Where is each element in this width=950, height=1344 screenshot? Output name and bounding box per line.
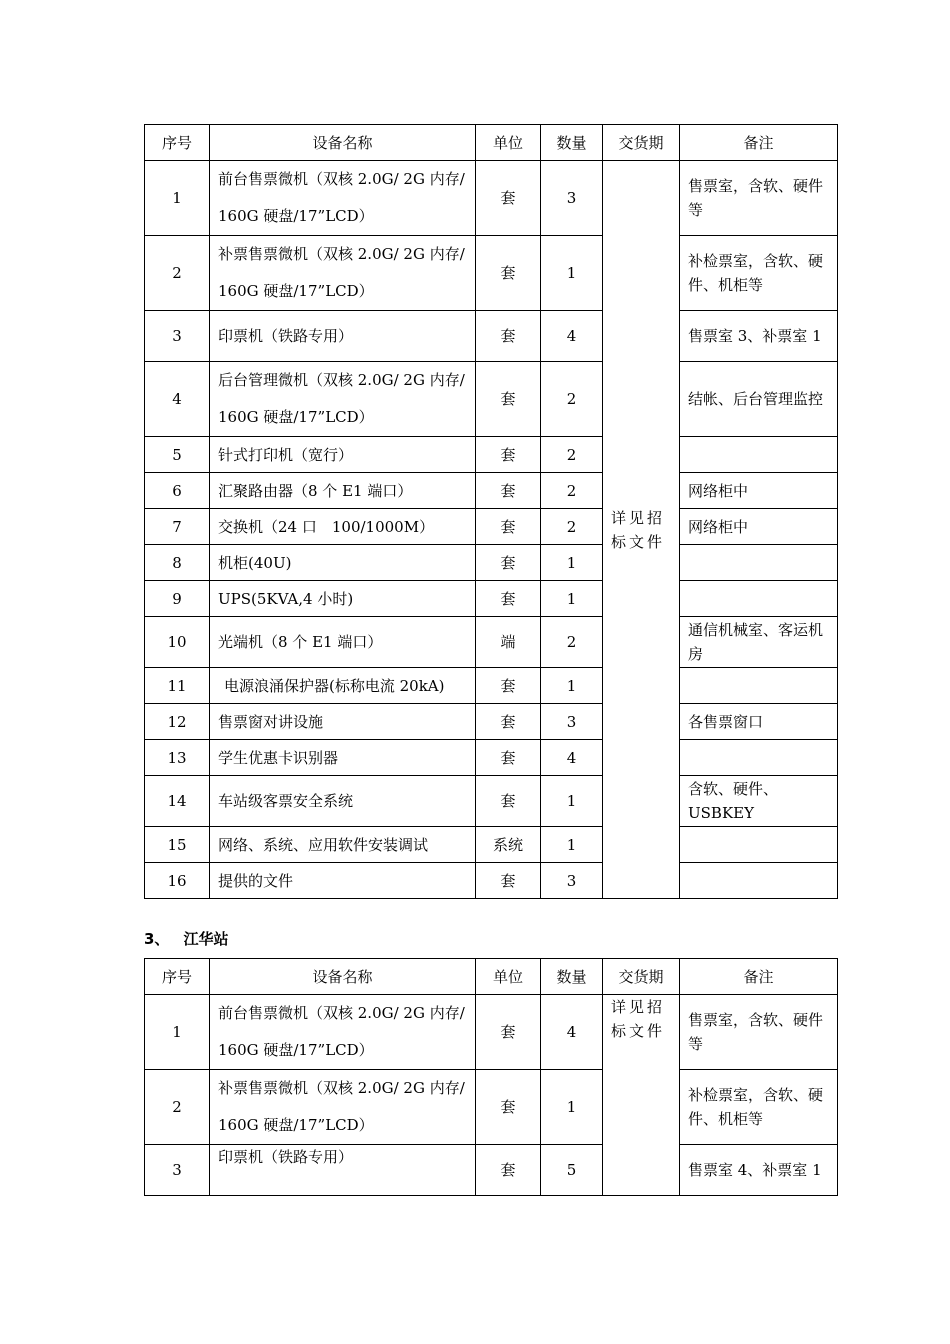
row-unit: 套 bbox=[476, 704, 541, 740]
row-qty: 1 bbox=[541, 1070, 603, 1145]
row-unit: 套 bbox=[476, 509, 541, 545]
row-name: 光端机（8 个 E1 端口） bbox=[210, 617, 476, 668]
row-no: 14 bbox=[145, 776, 210, 827]
table-header-row bbox=[145, 959, 838, 995]
delivery-cell: 详见招标文件 bbox=[603, 161, 680, 899]
table-row bbox=[145, 776, 838, 827]
row-unit: 套 bbox=[476, 545, 541, 581]
row-qty: 1 bbox=[541, 827, 603, 863]
row-name: 补票售票微机（双核 2.0G/ 2G 内存/ 160G 硬盘/17”LCD） bbox=[210, 236, 476, 311]
row-name: UPS(5KVA,4 小时) bbox=[210, 581, 476, 617]
table-row bbox=[145, 311, 838, 362]
header-qty: 数量 bbox=[541, 125, 603, 161]
table-row bbox=[145, 1070, 838, 1145]
row-name: 机柜(40U) bbox=[210, 545, 476, 581]
row-name: 电源浪涌保护器(标称电流 20kA) bbox=[210, 668, 476, 704]
row-qty: 5 bbox=[541, 1145, 603, 1196]
row-unit: 套 bbox=[476, 1070, 541, 1145]
row-no: 11 bbox=[145, 668, 210, 704]
table-row bbox=[145, 236, 838, 311]
table-header-row bbox=[145, 125, 838, 161]
table-row bbox=[145, 740, 838, 776]
row-unit: 套 bbox=[476, 776, 541, 827]
table-row bbox=[145, 995, 838, 1070]
table-row bbox=[145, 827, 838, 863]
row-remark bbox=[680, 863, 838, 899]
row-no: 10 bbox=[145, 617, 210, 668]
row-unit: 套 bbox=[476, 668, 541, 704]
row-no: 7 bbox=[145, 509, 210, 545]
row-no: 13 bbox=[145, 740, 210, 776]
table-row bbox=[145, 509, 838, 545]
row-remark: 通信机械室、客运机房 bbox=[680, 617, 838, 668]
header-no: 序号 bbox=[145, 959, 210, 995]
table-row bbox=[145, 161, 838, 236]
table-row bbox=[145, 545, 838, 581]
row-qty: 1 bbox=[541, 545, 603, 581]
row-no: 3 bbox=[145, 1145, 210, 1196]
section-number: 3、 bbox=[144, 930, 170, 948]
header-qty: 数量 bbox=[541, 959, 603, 995]
row-no: 6 bbox=[145, 473, 210, 509]
row-remark: 售票室，含软、硬件等 bbox=[680, 161, 838, 236]
row-name: 学生优惠卡识别器 bbox=[210, 740, 476, 776]
row-remark: 网络柜中 bbox=[680, 473, 838, 509]
table-row bbox=[145, 617, 838, 668]
row-qty: 4 bbox=[541, 740, 603, 776]
row-remark: 各售票窗口 bbox=[680, 704, 838, 740]
row-qty: 2 bbox=[541, 509, 603, 545]
row-name: 针式打印机（宽行） bbox=[210, 437, 476, 473]
row-unit: 套 bbox=[476, 863, 541, 899]
row-name: 网络、系统、应用软件安装调试 bbox=[210, 827, 476, 863]
row-unit: 套 bbox=[476, 740, 541, 776]
table-row bbox=[145, 668, 838, 704]
header-remark: 备注 bbox=[680, 959, 838, 995]
table-row bbox=[145, 1145, 838, 1196]
row-remark: 补检票室，含软、硬件、机柜等 bbox=[680, 236, 838, 311]
row-qty: 2 bbox=[541, 362, 603, 437]
row-remark: 结帐、后台管理监控 bbox=[680, 362, 838, 437]
row-remark bbox=[680, 668, 838, 704]
table-row bbox=[145, 362, 838, 437]
table-row bbox=[145, 473, 838, 509]
header-unit: 单位 bbox=[476, 125, 541, 161]
header-name: 设备名称 bbox=[210, 125, 476, 161]
row-unit: 套 bbox=[476, 473, 541, 509]
header-remark: 备注 bbox=[680, 125, 838, 161]
row-remark: 售票室，含软、硬件等 bbox=[680, 995, 838, 1070]
row-no: 9 bbox=[145, 581, 210, 617]
row-unit: 套 bbox=[476, 362, 541, 437]
row-qty: 1 bbox=[541, 668, 603, 704]
row-no: 15 bbox=[145, 827, 210, 863]
row-unit: 套 bbox=[476, 437, 541, 473]
row-no: 4 bbox=[145, 362, 210, 437]
header-unit: 单位 bbox=[476, 959, 541, 995]
row-qty: 2 bbox=[541, 437, 603, 473]
row-remark: 网络柜中 bbox=[680, 509, 838, 545]
row-qty: 4 bbox=[541, 311, 603, 362]
row-no: 16 bbox=[145, 863, 210, 899]
row-no: 12 bbox=[145, 704, 210, 740]
table-row bbox=[145, 704, 838, 740]
delivery-cell: 详见招标文件 bbox=[603, 995, 680, 1196]
row-name: 前台售票微机（双核 2.0G/ 2G 内存/ 160G 硬盘/17”LCD） bbox=[210, 995, 476, 1070]
row-qty: 1 bbox=[541, 581, 603, 617]
row-no: 1 bbox=[145, 995, 210, 1070]
row-name: 印票机（铁路专用） bbox=[210, 1145, 476, 1196]
row-qty: 2 bbox=[541, 617, 603, 668]
row-no: 2 bbox=[145, 236, 210, 311]
row-unit: 套 bbox=[476, 236, 541, 311]
row-remark: 含软、硬件、USBKEY bbox=[680, 776, 838, 827]
header-delivery: 交货期 bbox=[603, 125, 680, 161]
table-row bbox=[145, 863, 838, 899]
row-qty: 1 bbox=[541, 776, 603, 827]
row-remark bbox=[680, 437, 838, 473]
row-name: 汇聚路由器（8 个 E1 端口） bbox=[210, 473, 476, 509]
row-name: 后台管理微机（双核 2.0G/ 2G 内存/ 160G 硬盘/17”LCD） bbox=[210, 362, 476, 437]
row-remark: 售票室 3、补票室 1 bbox=[680, 311, 838, 362]
row-unit: 套 bbox=[476, 995, 541, 1070]
header-name: 设备名称 bbox=[210, 959, 476, 995]
header-no: 序号 bbox=[145, 125, 210, 161]
section-title: 江华站 bbox=[183, 930, 229, 948]
row-unit: 套 bbox=[476, 161, 541, 236]
row-qty: 1 bbox=[541, 236, 603, 311]
row-no: 8 bbox=[145, 545, 210, 581]
row-remark bbox=[680, 740, 838, 776]
row-name: 补票售票微机（双核 2.0G/ 2G 内存/ 160G 硬盘/17”LCD） bbox=[210, 1070, 476, 1145]
row-remark: 补检票室，含软、硬件、机柜等 bbox=[680, 1070, 838, 1145]
header-delivery: 交货期 bbox=[603, 959, 680, 995]
row-unit: 系统 bbox=[476, 827, 541, 863]
row-unit: 套 bbox=[476, 1145, 541, 1196]
row-remark: 售票室 4、补票室 1 bbox=[680, 1145, 838, 1196]
row-unit: 端 bbox=[476, 617, 541, 668]
row-unit: 套 bbox=[476, 311, 541, 362]
row-qty: 3 bbox=[541, 161, 603, 236]
row-qty: 4 bbox=[541, 995, 603, 1070]
row-no: 2 bbox=[145, 1070, 210, 1145]
table-row bbox=[145, 437, 838, 473]
table-row bbox=[145, 581, 838, 617]
equipment-table-2 bbox=[144, 958, 838, 1196]
row-name: 车站级客票安全系统 bbox=[210, 776, 476, 827]
row-remark bbox=[680, 545, 838, 581]
row-no: 5 bbox=[145, 437, 210, 473]
row-qty: 2 bbox=[541, 473, 603, 509]
row-remark bbox=[680, 581, 838, 617]
row-unit: 套 bbox=[476, 581, 541, 617]
row-remark bbox=[680, 827, 838, 863]
section-heading bbox=[144, 928, 228, 949]
row-qty: 3 bbox=[541, 863, 603, 899]
row-name: 提供的文件 bbox=[210, 863, 476, 899]
row-no: 3 bbox=[145, 311, 210, 362]
row-qty: 3 bbox=[541, 704, 603, 740]
row-name: 交换机（24 口 100/1000M） bbox=[210, 509, 476, 545]
equipment-table-1 bbox=[144, 124, 838, 899]
row-name: 售票窗对讲设施 bbox=[210, 704, 476, 740]
row-name: 印票机（铁路专用） bbox=[210, 311, 476, 362]
row-no: 1 bbox=[145, 161, 210, 236]
row-name: 前台售票微机（双核 2.0G/ 2G 内存/ 160G 硬盘/17”LCD） bbox=[210, 161, 476, 236]
